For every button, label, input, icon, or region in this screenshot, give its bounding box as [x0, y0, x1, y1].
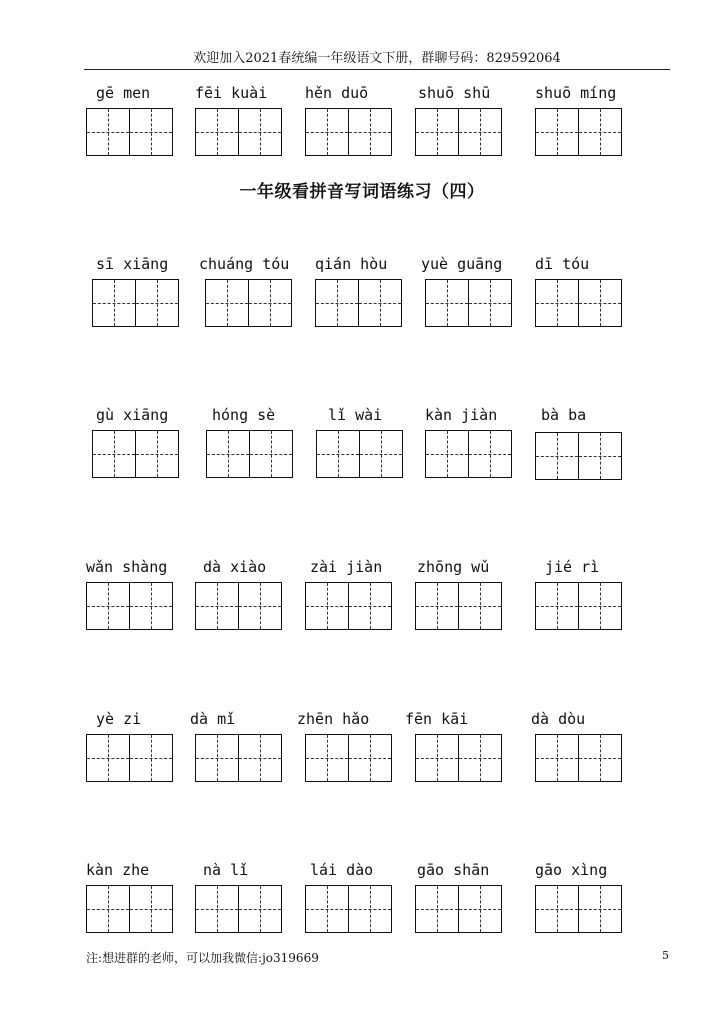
writing-boxes[interactable] [535, 582, 620, 630]
writing-cell[interactable] [129, 582, 173, 630]
writing-boxes[interactable] [195, 885, 280, 933]
writing-cell[interactable] [468, 279, 512, 327]
writing-cell[interactable] [195, 582, 239, 630]
writing-boxes[interactable] [415, 885, 500, 933]
pinyin-label: kàn zhe [86, 861, 150, 879]
pinyin-label: zhēn hǎo [297, 710, 370, 728]
pinyin-label: fēi kuài [195, 84, 268, 102]
writing-boxes[interactable] [92, 279, 177, 327]
writing-cell[interactable] [578, 885, 622, 933]
writing-cell[interactable] [348, 885, 392, 933]
writing-cell[interactable] [86, 108, 130, 156]
writing-boxes[interactable] [86, 885, 171, 933]
pinyin-label: kàn jiàn [425, 406, 498, 424]
pinyin-label: dà dòu [531, 710, 586, 728]
writing-cell[interactable] [535, 108, 579, 156]
pinyin-label: bà ba [541, 406, 587, 424]
writing-cell[interactable] [578, 279, 622, 327]
pinyin-label: yuè guāng [421, 255, 503, 273]
writing-boxes[interactable] [195, 582, 280, 630]
writing-boxes[interactable] [305, 108, 390, 156]
writing-cell[interactable] [86, 885, 130, 933]
writing-cell[interactable] [249, 430, 293, 478]
writing-cell[interactable] [348, 582, 392, 630]
writing-cell[interactable] [415, 885, 459, 933]
writing-cell[interactable] [206, 430, 250, 478]
writing-boxes[interactable] [206, 430, 291, 478]
pinyin-label: nà lǐ [203, 861, 249, 879]
pinyin-label: dà xiào [203, 558, 267, 576]
writing-cell[interactable] [415, 582, 459, 630]
writing-cell[interactable] [129, 734, 173, 782]
writing-cell[interactable] [358, 279, 402, 327]
writing-cell[interactable] [238, 734, 282, 782]
pinyin-label: hěn duō [305, 84, 369, 102]
writing-cell[interactable] [415, 108, 459, 156]
pinyin-label: dī tóu [535, 255, 590, 273]
writing-cell[interactable] [92, 430, 136, 478]
writing-boxes[interactable] [205, 279, 290, 327]
pinyin-label: zài jiàn [310, 558, 383, 576]
pinyin-label: gāo xìng [535, 861, 608, 879]
writing-cell[interactable] [425, 430, 469, 478]
page-header: 欢迎加入2021春统编一年级语文下册，群聊号码：829592064 [84, 51, 670, 70]
writing-cell[interactable] [425, 279, 469, 327]
pinyin-label: lái dào [310, 861, 374, 879]
exercise-row [0, 84, 724, 164]
writing-boxes[interactable] [86, 734, 171, 782]
exercise-row [0, 861, 724, 941]
exercise-row [0, 255, 724, 335]
writing-cell[interactable] [359, 430, 403, 478]
writing-boxes[interactable] [92, 430, 177, 478]
writing-boxes[interactable] [316, 430, 401, 478]
writing-cell[interactable] [195, 108, 239, 156]
writing-cell[interactable] [458, 885, 502, 933]
writing-cell[interactable] [578, 582, 622, 630]
writing-cell[interactable] [305, 734, 349, 782]
writing-cell[interactable] [578, 432, 622, 480]
pinyin-label: shuō shū [418, 84, 491, 102]
writing-cell[interactable] [305, 582, 349, 630]
writing-cell[interactable] [535, 582, 579, 630]
writing-cell[interactable] [535, 432, 579, 480]
writing-cell[interactable] [135, 430, 179, 478]
writing-cell[interactable] [458, 734, 502, 782]
writing-boxes[interactable] [425, 279, 510, 327]
writing-cell[interactable] [238, 582, 282, 630]
writing-cell[interactable] [578, 108, 622, 156]
writing-cell[interactable] [415, 734, 459, 782]
writing-boxes[interactable] [195, 108, 280, 156]
writing-cell[interactable] [129, 885, 173, 933]
writing-boxes[interactable] [315, 279, 400, 327]
writing-boxes[interactable] [305, 582, 390, 630]
writing-cell[interactable] [578, 734, 622, 782]
writing-cell[interactable] [316, 430, 360, 478]
writing-boxes[interactable] [195, 734, 280, 782]
writing-cell[interactable] [92, 279, 136, 327]
writing-boxes[interactable] [415, 734, 500, 782]
writing-cell[interactable] [195, 734, 239, 782]
footer-note: 注:想进群的老师，可以加我微信:jo319669 [86, 951, 319, 965]
exercise-row [0, 558, 724, 638]
writing-cell[interactable] [305, 108, 349, 156]
writing-cell[interactable] [535, 279, 579, 327]
writing-cell[interactable] [348, 734, 392, 782]
pinyin-label: qián hòu [315, 255, 388, 273]
writing-cell[interactable] [238, 885, 282, 933]
writing-cell[interactable] [238, 108, 282, 156]
exercise-row [0, 406, 724, 486]
writing-cell[interactable] [305, 885, 349, 933]
pinyin-label: jié rì [545, 558, 600, 576]
pinyin-label: fēn kāi [405, 710, 469, 728]
writing-cell[interactable] [458, 108, 502, 156]
pinyin-label: zhōng wǔ [417, 558, 490, 576]
pinyin-label: gù xiāng [96, 406, 169, 424]
pinyin-label: yè zi [96, 710, 142, 728]
writing-cell[interactable] [348, 108, 392, 156]
writing-boxes[interactable] [535, 279, 620, 327]
pinyin-label: lǐ wài [328, 406, 383, 424]
pinyin-label: dà mǐ [190, 710, 236, 728]
writing-cell[interactable] [535, 885, 579, 933]
writing-cell[interactable] [86, 734, 130, 782]
exercise-row [0, 710, 724, 790]
writing-boxes[interactable] [535, 885, 620, 933]
page-number: 5 [662, 949, 669, 962]
pinyin-label: gāo shān [417, 861, 490, 879]
writing-cell[interactable] [205, 279, 249, 327]
writing-boxes[interactable] [415, 108, 500, 156]
writing-boxes[interactable] [535, 432, 620, 480]
writing-cell[interactable] [468, 430, 512, 478]
writing-boxes[interactable] [535, 108, 620, 156]
pinyin-label: hóng sè [212, 406, 276, 424]
writing-boxes[interactable] [305, 734, 390, 782]
writing-cell[interactable] [315, 279, 359, 327]
writing-boxes[interactable] [86, 108, 171, 156]
pinyin-label: wǎn shàng [86, 558, 168, 576]
writing-boxes[interactable] [305, 885, 390, 933]
pinyin-label: sī xiāng [96, 255, 169, 273]
pinyin-label: chuáng tóu [199, 255, 290, 273]
page-title: 一年级看拼音写词语练习（四） [239, 182, 485, 202]
writing-boxes[interactable] [86, 582, 171, 630]
pinyin-label: shuō míng [535, 84, 617, 102]
pinyin-label: gē men [96, 84, 151, 102]
writing-cell[interactable] [458, 582, 502, 630]
writing-boxes[interactable] [415, 582, 500, 630]
writing-cell[interactable] [135, 279, 179, 327]
writing-cell[interactable] [195, 885, 239, 933]
writing-cell[interactable] [86, 582, 130, 630]
writing-boxes[interactable] [535, 734, 620, 782]
writing-cell[interactable] [129, 108, 173, 156]
writing-cell[interactable] [248, 279, 292, 327]
writing-boxes[interactable] [425, 430, 510, 478]
writing-cell[interactable] [535, 734, 579, 782]
